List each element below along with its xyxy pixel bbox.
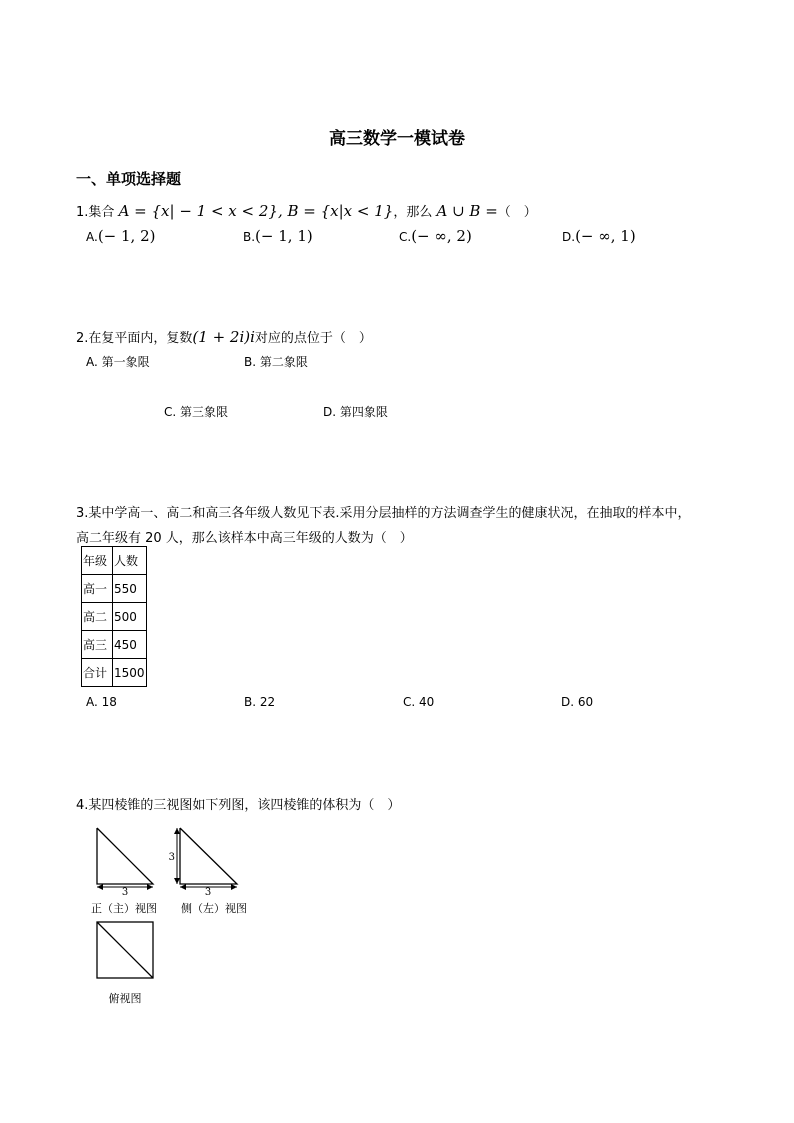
q3-option-d-value: 60 (577, 695, 594, 709)
q1-option-a[interactable] (86, 227, 155, 245)
q3-option-d[interactable] (561, 695, 593, 709)
q3-option-b[interactable] (244, 695, 275, 709)
side-height-dimension: 3 (168, 852, 175, 863)
q1-option-c-value: (− ∞, 2) (411, 227, 472, 245)
q1-option-d[interactable] (562, 227, 636, 245)
table-header-cell: 年级 (82, 547, 113, 575)
q2-option-b-label: B. (244, 355, 257, 369)
q3-line-1: 3.某中学高一、高二和高三各年级人数见下表.采用分层抽样的方法调查学生的健康状况，在抽取的样本中， (76, 506, 691, 521)
q3-option-b-label: B. (244, 695, 257, 709)
table-cell: 550 (113, 575, 147, 603)
q3-option-d-label: D. (561, 695, 575, 709)
q2-suffix: 对应的点位于（ ） (254, 331, 372, 346)
q1-prefix: 集合 (88, 205, 115, 220)
q3-option-a-value: 18 (101, 695, 117, 709)
table-cell: 450 (113, 631, 147, 659)
q3-option-a-label: A. (86, 695, 98, 709)
q3-option-c-value: 40 (419, 695, 435, 709)
q1-option-b[interactable] (243, 227, 313, 245)
table-header-cell: 人数 (113, 547, 147, 575)
q2-option-a[interactable] (86, 353, 150, 370)
q1-option-d-value: (− ∞, 1) (575, 227, 636, 245)
q2-option-c-value: 第三象限 (180, 405, 229, 419)
question-1 (76, 201, 537, 220)
q1-mid: ，那么 (393, 205, 433, 220)
table-row (82, 631, 147, 659)
q1-option-a-value: (− 1, 2) (97, 227, 156, 245)
q1-option-c-label: C. (399, 230, 412, 244)
side-view-label: 侧（左）视图 (181, 902, 247, 915)
q2-option-d[interactable] (323, 403, 388, 420)
q3-option-b-value: 22 (259, 695, 276, 709)
q1-option-b-value: (− 1, 1) (255, 227, 313, 245)
page-title: 高三数学一模试卷 (329, 129, 465, 149)
q1-option-d-label: D. (562, 230, 576, 244)
q1-option-c[interactable] (399, 227, 472, 245)
q3-option-a[interactable] (86, 695, 117, 709)
q1-option-a-label: A. (86, 230, 98, 244)
side-base-dimension: 3 (204, 887, 212, 898)
front-base-dimension: 3 (121, 887, 129, 898)
q3-option-c[interactable] (403, 695, 434, 709)
q2-option-d-value: 第四象限 (339, 405, 388, 419)
q2-option-b[interactable] (244, 353, 308, 370)
q1-number: 1. (76, 205, 89, 220)
q1-sets: A = {x| − 1 < x < 2}, B = {x|x < 1} (118, 202, 394, 220)
q2-option-c[interactable] (164, 403, 228, 420)
table-cell: 500 (113, 603, 147, 631)
table-cell: 高二 (82, 603, 113, 631)
q1-paren: （ ） (497, 205, 537, 220)
q2-option-a-label: A. (86, 355, 98, 369)
top-view (97, 922, 153, 1005)
grade-table (81, 546, 147, 687)
table-header-row (82, 547, 147, 575)
q2-math: (1 + 2i)i (192, 328, 255, 346)
table-row (82, 659, 147, 687)
table-row (82, 603, 147, 631)
top-view-label: 俯视图 (108, 992, 142, 1005)
q2-prefix: 在复平面内，复数 (88, 331, 193, 346)
q4-text: 4.某四棱锥的三视图如下列图，该四棱锥的体积为（ ） (76, 798, 401, 813)
q2-option-a-value: 第一象限 (101, 355, 150, 369)
q2-number: 2. (76, 331, 89, 346)
q1-option-b-label: B. (243, 230, 256, 244)
table-cell: 合计 (82, 659, 113, 687)
q3-line-2: 高二年级有 20 人，那么该样本中高三年级的人数为（ ） (76, 531, 413, 546)
table-cell: 高三 (82, 631, 113, 659)
q2-option-d-label: D. (323, 405, 337, 419)
table-cell: 高一 (82, 575, 113, 603)
q2-option-c-label: C. (164, 405, 177, 419)
front-view (91, 828, 157, 915)
side-view (169, 828, 247, 915)
table-row (82, 575, 147, 603)
q1-union: A ∪ B = (436, 202, 498, 220)
table-cell: 1500 (113, 659, 147, 687)
q3-option-c-label: C. (403, 695, 416, 709)
section-heading: 一、单项选择题 (76, 170, 182, 188)
three-views-figure (80, 822, 260, 1012)
question-2 (76, 327, 372, 346)
q2-option-b-value: 第二象限 (259, 355, 308, 369)
front-view-label: 正（主）视图 (91, 902, 157, 915)
